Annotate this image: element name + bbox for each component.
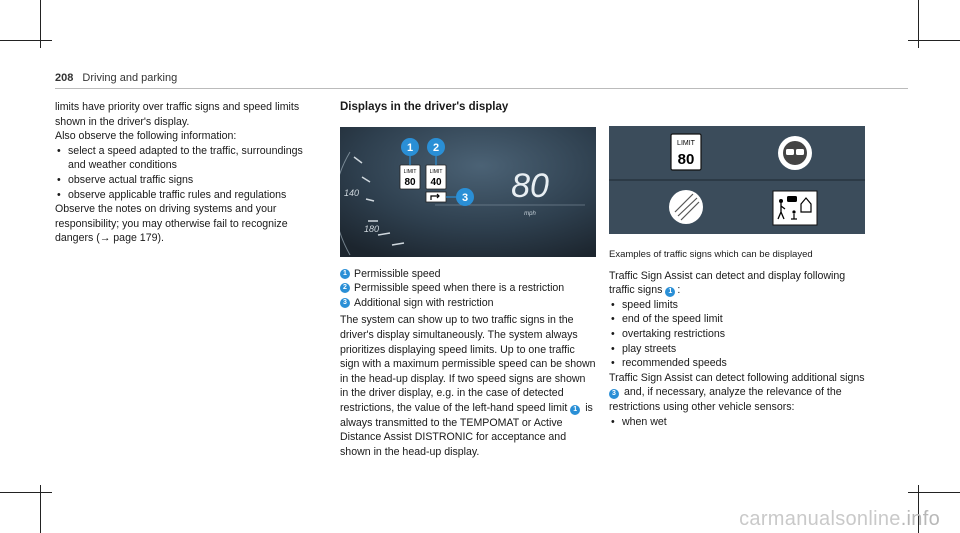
no-overtaking-icon — [778, 136, 812, 170]
figure-legend — [340, 267, 596, 311]
speed-unit: mph — [524, 210, 536, 217]
watermark: carmanualsonline.info — [739, 508, 940, 530]
driver-display-figure — [340, 127, 596, 257]
column-left — [55, 100, 305, 246]
section-heading: Displays in the driver's display — [340, 101, 509, 113]
list-item: • play streets — [609, 342, 865, 357]
svg-text:LIMIT: LIMIT — [403, 168, 417, 175]
crop-mark — [908, 40, 960, 41]
bullet-list — [609, 298, 865, 371]
bullet-list — [55, 144, 305, 202]
paragraph: The system can show up to two traffic signs in the driver's display simultaneously. The system always prioritizes displaying speed limits. Up to one traffic sign with a maximum permissible speed can be shown in the head-up display. If two speed signs are shown in the driver display, e.g. in the case of detected restrictions, the value of the left-hand speed limit 1 is always transmitted to the TEMPOMAT or Active Distance Assist DISTRONIC for acceptance and shown in the head-up display. — [340, 314, 596, 458]
callout-1 — [401, 138, 419, 156]
svg-text:LIMIT: LIMIT — [429, 168, 443, 175]
svg-text:3: 3 — [461, 191, 469, 204]
crop-mark — [0, 40, 52, 41]
speed-readout: 80 — [511, 166, 549, 205]
svg-text:LIMIT: LIMIT — [677, 140, 695, 147]
svg-text:40: 40 — [430, 176, 442, 188]
callout-3 — [456, 188, 474, 206]
page-header — [55, 72, 177, 84]
legend-item: 1 Permissible speed — [340, 267, 596, 282]
crop-mark — [908, 492, 960, 493]
speed-limit-sign — [671, 134, 701, 170]
list-item: • select a speed adapted to the traffic, surroundings and weather conditions — [55, 144, 305, 173]
header-divider — [55, 88, 908, 89]
speed-sign-2 — [426, 165, 446, 189]
paragraph: Traffic Sign Assist can detect following additional signs 3 and, if necessary, analyze the relevance of the restrictions using other vehicle sensors: — [609, 371, 865, 413]
bullet-list — [609, 415, 865, 430]
crop-mark — [0, 492, 52, 493]
speed-sign-1 — [400, 165, 420, 189]
page-number: 208 — [55, 72, 74, 84]
additional-sign-icon — [426, 192, 446, 202]
legend-item: 2 Permissible speed when there is a restriction — [340, 281, 596, 296]
section-title: Driving and parking — [82, 72, 178, 84]
svg-text:2: 2 — [432, 141, 440, 154]
paragraph: Also observe the following information: — [55, 130, 237, 143]
list-item: • end of the speed limit — [609, 312, 865, 327]
list-item: • recommended speeds — [609, 356, 865, 371]
column-right — [609, 126, 865, 429]
list-item: • observe applicable traffic rules and regulations — [55, 188, 305, 203]
play-street-icon — [773, 191, 817, 225]
list-item: • overtaking restrictions — [609, 327, 865, 342]
list-item: • observe actual traffic signs — [55, 173, 305, 188]
paragraph: Traffic Sign Assist can detect and display following traffic signs 1 : — [609, 269, 846, 297]
callout-2 — [427, 138, 445, 156]
svg-text:80: 80 — [404, 176, 416, 188]
end-of-speed-limit-icon — [669, 190, 703, 224]
legend-item: 3 Additional sign with restriction — [340, 296, 596, 311]
paragraph: limits have priority over traffic signs and speed limits shown in the driver's display. — [55, 101, 300, 128]
svg-text:1: 1 — [406, 141, 414, 154]
tick-label-180: 180 — [364, 223, 380, 234]
tick-label-140: 140 — [344, 187, 360, 198]
list-item: • speed limits — [609, 298, 865, 313]
list-item: • when wet — [609, 415, 865, 430]
figure-caption: Examples of traffic signs which can be displayed — [609, 249, 813, 260]
column-middle — [340, 100, 596, 459]
svg-text:80: 80 — [677, 151, 695, 168]
paragraph: Observe the notes on driving systems and your responsibility; you may otherwise fail to recognize dangers (→ page 179). — [55, 203, 288, 245]
traffic-signs-figure — [609, 126, 865, 234]
